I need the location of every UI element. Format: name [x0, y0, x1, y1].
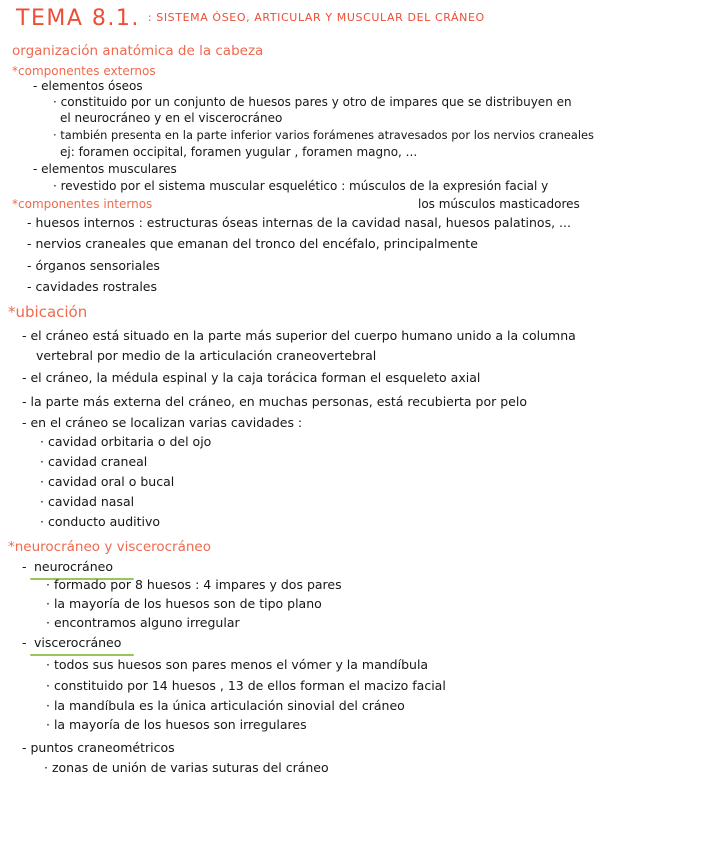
internos-item-4: - cavidades rostrales [27, 279, 157, 294]
oseos-item-1-line-2: el neurocráneo y en el viscerocráneo [60, 111, 283, 125]
oseos-item-2-line-1: · también presenta en la parte inferior varios forámenes atravesados por los nervios craneales [53, 128, 594, 142]
internos-item-2: - nervios craneales que emanan del tronco del encéfalo, principalmente [27, 236, 478, 251]
subheading-componentes-internos: *componentes internos [12, 197, 153, 211]
cavidad-item-5: · conducto auditivo [40, 514, 161, 529]
cavidad-item-1: · cavidad orbitaria o del ojo [40, 434, 212, 449]
ubicacion-item-4: - en el cráneo se localizan varias cavidades : [22, 415, 303, 430]
viscero-item-1: · todos sus huesos son pares menos el vómer y la mandíbula [46, 657, 429, 672]
musculares-item-line-1: · revestido por el sistema muscular esquelético : músculos de la expresión facial y [53, 179, 549, 193]
page-title [16, 8, 485, 30]
viscero-item-2: · constituido por 14 huesos , 13 de ellos forman el macizo facial [46, 678, 446, 693]
oseos-item-1-line-1: · constituido por un conjunto de huesos pares y otro de impares que se distribuyen en [53, 95, 572, 109]
section-heading-neuro-viscero: *neurocráneo y viscerocráneo [8, 539, 212, 555]
neuro-item-2: · la mayoría de los huesos son de tipo plano [46, 596, 322, 611]
cavidad-item-3: · cavidad oral o bucal [40, 474, 175, 489]
title-subtitle: : SISTEMA ÓSEO, ARTICULAR Y MUSCULAR DEL CRÁNEO [147, 11, 485, 24]
ubicacion-item-3: - la parte más externa del cráneo, en muchas personas, está recubierta por pelo [22, 394, 527, 409]
neuro-item-1: · formado por 8 huesos : 4 impares y dos pares [46, 577, 342, 592]
neurocraneo-label: neurocráneo [34, 559, 113, 574]
neurocraneo-dash: - [22, 559, 27, 574]
ubicacion-item-1-line-2: vertebral por medio de la articulación craneovertebral [36, 348, 377, 363]
ubicacion-item-1-line-1: - el cráneo está situado en la parte más superior del cuerpo humano unido a la columna [22, 328, 576, 343]
musculares-item-line-2: los músculos masticadores [418, 197, 580, 211]
elementos-oseos-label: - elementos óseos [33, 79, 143, 93]
title-main: TEMA 8.1. [16, 6, 140, 31]
neuro-item-3: · encontramos alguno irregular [46, 615, 240, 630]
viscerocraneo-dash: - [22, 635, 27, 650]
cavidad-item-4: · cavidad nasal [40, 494, 135, 509]
internos-item-3: - órganos sensoriales [27, 258, 160, 273]
subheading-componentes-externos: *componentes externos [12, 64, 156, 78]
viscerocraneo-underline [30, 654, 134, 656]
internos-item-1: - huesos internos : estructuras óseas internas de la cavidad nasal, huesos palatinos, ... [27, 215, 571, 230]
section-heading-organizacion: organización anatómica de la cabeza [12, 43, 264, 59]
puntos-craneometricos-item: · zonas de unión de varias suturas del cráneo [44, 760, 329, 775]
elementos-musculares-label: - elementos musculares [33, 162, 177, 176]
viscerocraneo-label: viscerocráneo [34, 635, 122, 650]
viscero-item-4: · la mayoría de los huesos son irregulares [46, 717, 307, 732]
ubicacion-item-2: - el cráneo, la médula espinal y la caja torácica forman el esqueleto axial [22, 370, 481, 385]
oseos-item-2-line-2: ej: foramen occipital, foramen yugular , foramen magno, ... [60, 145, 418, 159]
puntos-craneometricos-label: - puntos craneométricos [22, 740, 175, 755]
viscero-item-3: · la mandíbula es la única articulación sinovial del cráneo [46, 698, 405, 713]
section-heading-ubicacion: *ubicación [8, 303, 88, 321]
cavidad-item-2: · cavidad craneal [40, 454, 148, 469]
